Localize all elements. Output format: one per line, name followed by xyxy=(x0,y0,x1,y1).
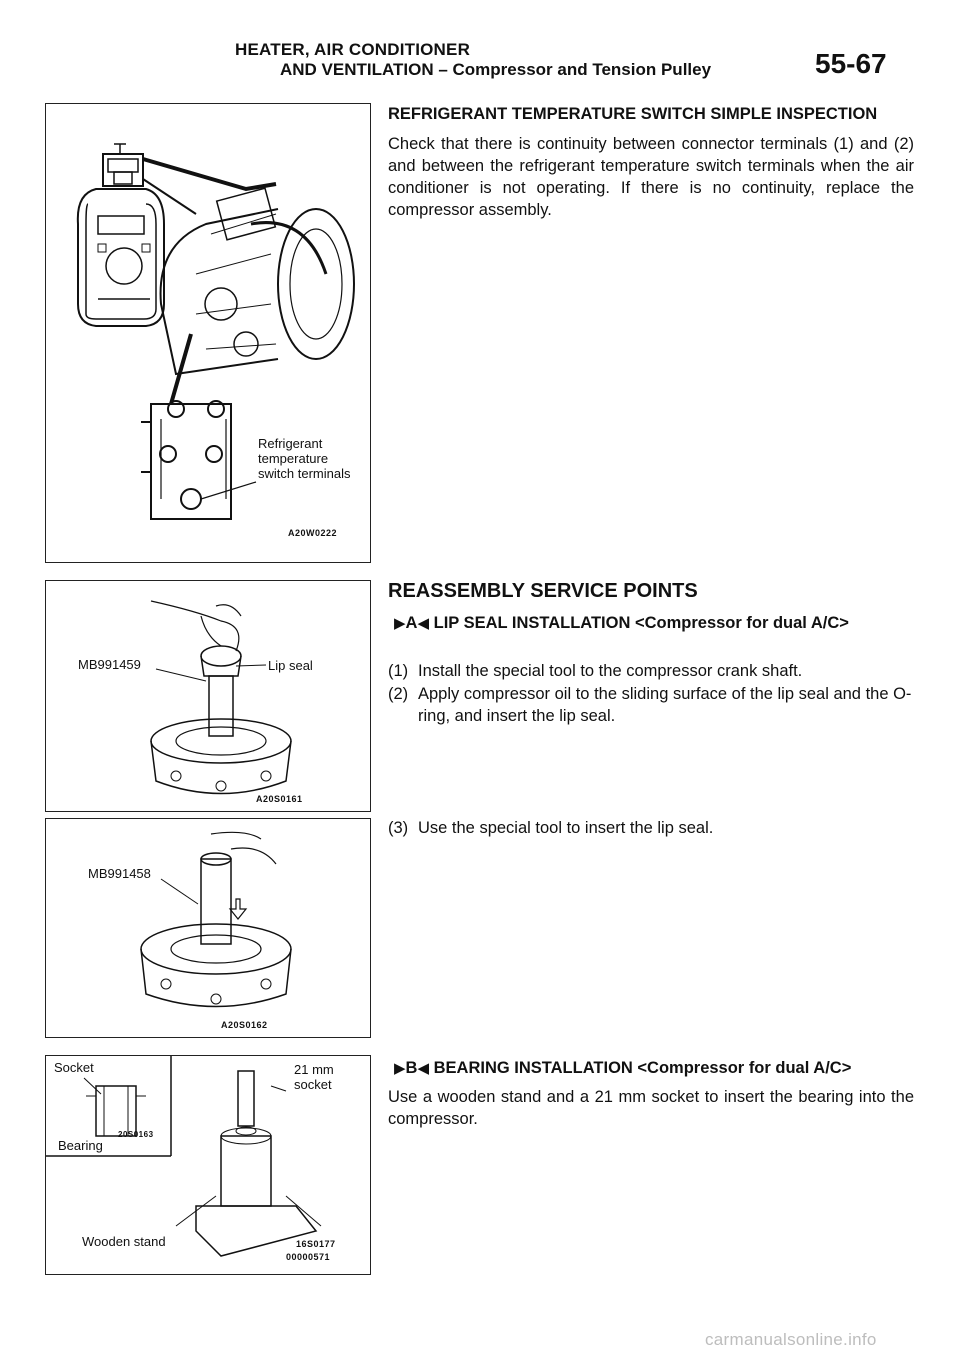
figure-lip-seal-tool xyxy=(45,580,371,812)
section-bearing xyxy=(388,1057,914,1130)
figure-code: 16S0177 xyxy=(296,1239,336,1249)
watermark: carmanualsonline.info xyxy=(705,1330,877,1349)
figure-lip-seal-tool-drawing xyxy=(46,581,372,813)
step-text: Install the special tool to the compressor crank shaft. xyxy=(418,662,803,680)
figure-refrigerant-switch-drawing xyxy=(46,104,372,564)
figure-refrigerant-switch xyxy=(45,103,371,563)
step-number: (2) xyxy=(388,685,409,703)
heading-reassembly: REASSEMBLY SERVICE POINTS xyxy=(388,580,698,602)
marker-arrow-left-icon: ◀ xyxy=(417,1060,430,1077)
section-refrigerant xyxy=(388,103,914,221)
heading-lip-seal xyxy=(388,612,914,635)
page-header xyxy=(0,0,960,90)
figure-insert-tool-drawing xyxy=(46,819,372,1039)
figure-code: A20S0162 xyxy=(221,1020,268,1030)
label-wooden-stand: Wooden stand xyxy=(82,1234,166,1249)
figure-code: A20S0161 xyxy=(256,794,303,804)
label-socket: Socket xyxy=(54,1060,94,1075)
label-tool-mb991459: MB991459 xyxy=(78,657,141,672)
step-2 xyxy=(388,683,914,727)
step-number: (3) xyxy=(388,819,409,837)
step-text: Use the special tool to insert the lip seal. xyxy=(418,819,714,837)
marker-arrow-left-icon: ◀ xyxy=(417,615,430,632)
figure-code-2: 00000571 xyxy=(286,1252,331,1262)
figure-bearing xyxy=(45,1055,371,1275)
lip-seal-heading-text: LIP SEAL INSTALLATION <Compressor for dual A/C> xyxy=(433,614,849,632)
label-switch-terminals: Refrigerant temperature switch terminals xyxy=(258,436,351,481)
page-number: 55-67 xyxy=(815,48,887,79)
label-lip-seal: Lip seal xyxy=(268,658,313,673)
marker-letter: B xyxy=(405,1059,418,1077)
bearing-heading-text: BEARING INSTALLATION <Compressor for dual A/C> xyxy=(433,1059,852,1077)
heading-refrigerant: REFRIGERANT TEMPERATURE SWITCH SIMPLE INSPECTION xyxy=(388,105,878,123)
header-title-line1: HEATER, AIR CONDITIONER xyxy=(235,40,471,59)
header-title-line2: AND VENTILATION – Compressor and Tension Pulley xyxy=(280,60,712,79)
marker-letter: A xyxy=(405,614,418,632)
step-number: (1) xyxy=(388,662,409,680)
para-bearing: Use a wooden stand and a 21 mm socket to insert the bearing into the compressor. xyxy=(388,1088,914,1128)
label-bearing: Bearing xyxy=(58,1138,103,1153)
figure-insert-tool xyxy=(45,818,371,1038)
label-tool-mb991458: MB991458 xyxy=(88,866,151,881)
para-refrigerant: Check that there is continuity between connector terminals (1) and (2) and between the refrigerant temperature switch terminals when the air conditioner is not operating. If there is no continuity, replace the compressor assembly. xyxy=(388,135,914,219)
marker-arrow-right-icon: ▶ xyxy=(394,1060,406,1077)
step-1 xyxy=(388,660,914,682)
section-reassembly xyxy=(388,580,914,635)
label-21mm-socket: 21 mm socket xyxy=(294,1062,334,1092)
step-3 xyxy=(388,817,914,839)
figure-code-small: 20S0163 xyxy=(118,1130,154,1139)
step-text: Apply compressor oil to the sliding surface of the lip seal and the O-ring, and insert the lip seal. xyxy=(418,685,912,725)
figure-code: A20W0222 xyxy=(288,528,338,538)
marker-arrow-right-icon: ▶ xyxy=(394,615,406,632)
heading-bearing xyxy=(388,1057,914,1080)
